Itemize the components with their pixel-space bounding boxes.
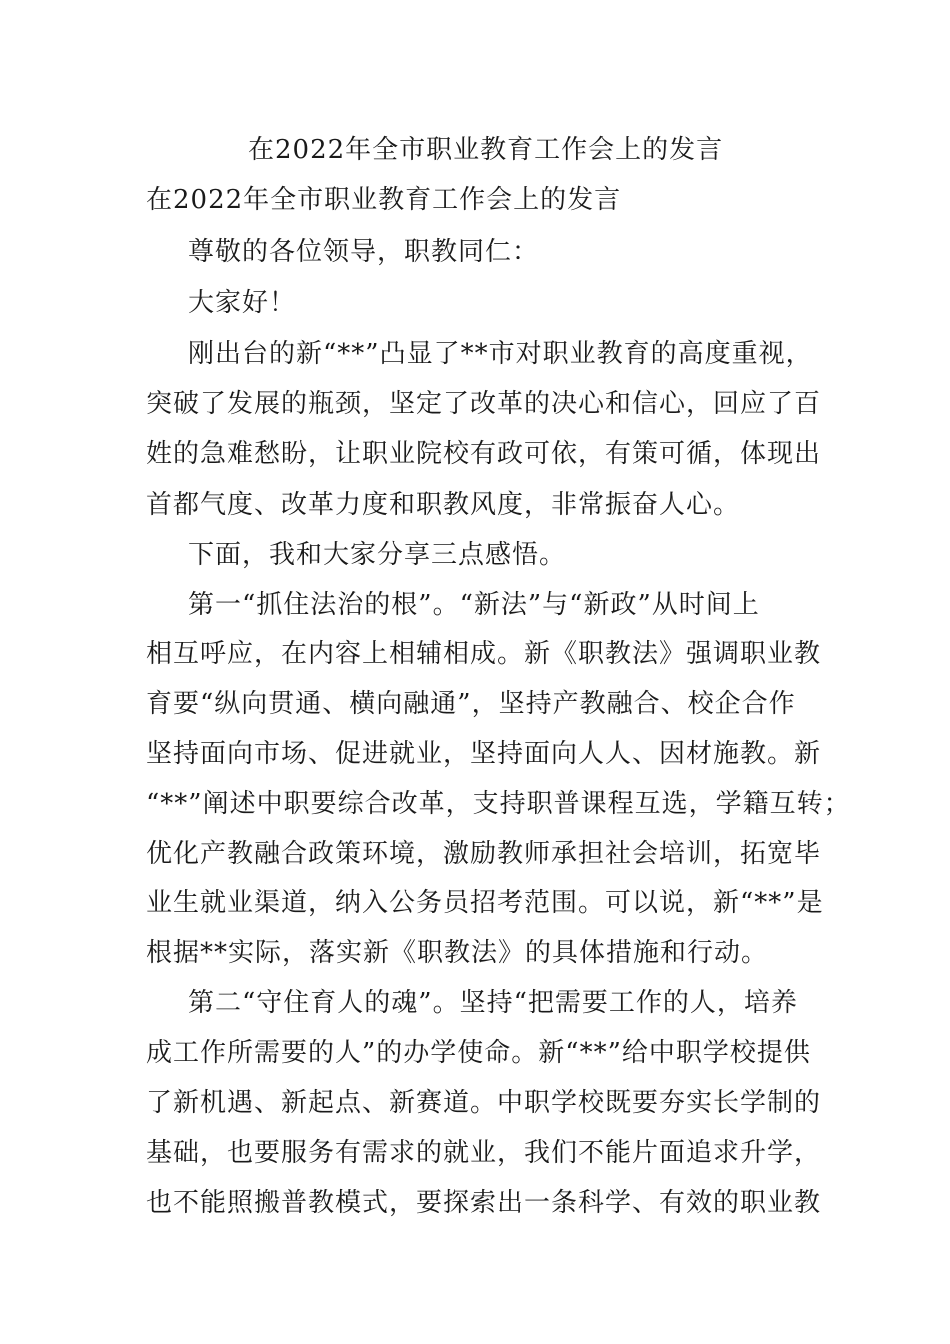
body-line: 了新机遇、新起点、新赛道。中职学校既要夯实长学制的 xyxy=(146,1088,822,1118)
body-line: 育要“纵向贯通、横向融通”，坚持产教融合、校企合作 xyxy=(146,689,796,719)
document-title: 在2022年全市职业教育工作会上的发言 xyxy=(248,135,724,165)
body-line: 成工作所需要的人”的办学使命。新“**”给中职学校提供 xyxy=(146,1038,811,1068)
body-line: 下面，我和大家分享三点感悟。 xyxy=(188,540,567,570)
body-line: 刚出台的新“**”凸显了**市对职业教育的高度重视， xyxy=(188,339,813,369)
body-line: “**”阐述中职要综合改革，支持职普课程互选，学籍互转； xyxy=(146,789,851,819)
body-line: 坚持面向市场、促进就业，坚持面向人人、因材施教。新 xyxy=(146,739,822,769)
body-line: 相互呼应，在内容上相辅相成。新《职教法》强调职业教 xyxy=(146,639,822,669)
body-line: 第一“抓住法治的根”。“新法”与“新政”从时间上 xyxy=(188,590,760,620)
body-line: 第二“守住育人的魂”。坚持“把需要工作的人，培养 xyxy=(188,988,798,1018)
document-subtitle: 在2022年全市职业教育工作会上的发言 xyxy=(146,185,622,215)
body-line: 根据**实际，落实新《职教法》的具体措施和行动。 xyxy=(146,938,769,968)
body-line: 也不能照搬普教模式，要探索出一条科学、有效的职业教 xyxy=(146,1188,822,1218)
greeting: 大家好！ xyxy=(188,288,297,318)
body-line: 突破了发展的瓶颈，坚定了改革的决心和信心，回应了百 xyxy=(146,389,822,419)
body-line: 首都气度、改革力度和职教风度，非常振奋人心。 xyxy=(146,490,741,520)
salutation: 尊敬的各位领导，职教同仁： xyxy=(188,237,540,267)
body-line: 姓的急难愁盼，让职业院校有政可依，有策可循，体现出 xyxy=(146,439,822,469)
body-line: 优化产教融合政策环境，激励教师承担社会培训，拓宽毕 xyxy=(146,839,822,869)
body-line: 基础，也要服务有需求的就业，我们不能片面追求升学， xyxy=(146,1138,822,1168)
body-line: 业生就业渠道，纳入公务员招考范围。可以说，新“**”是 xyxy=(146,888,824,918)
